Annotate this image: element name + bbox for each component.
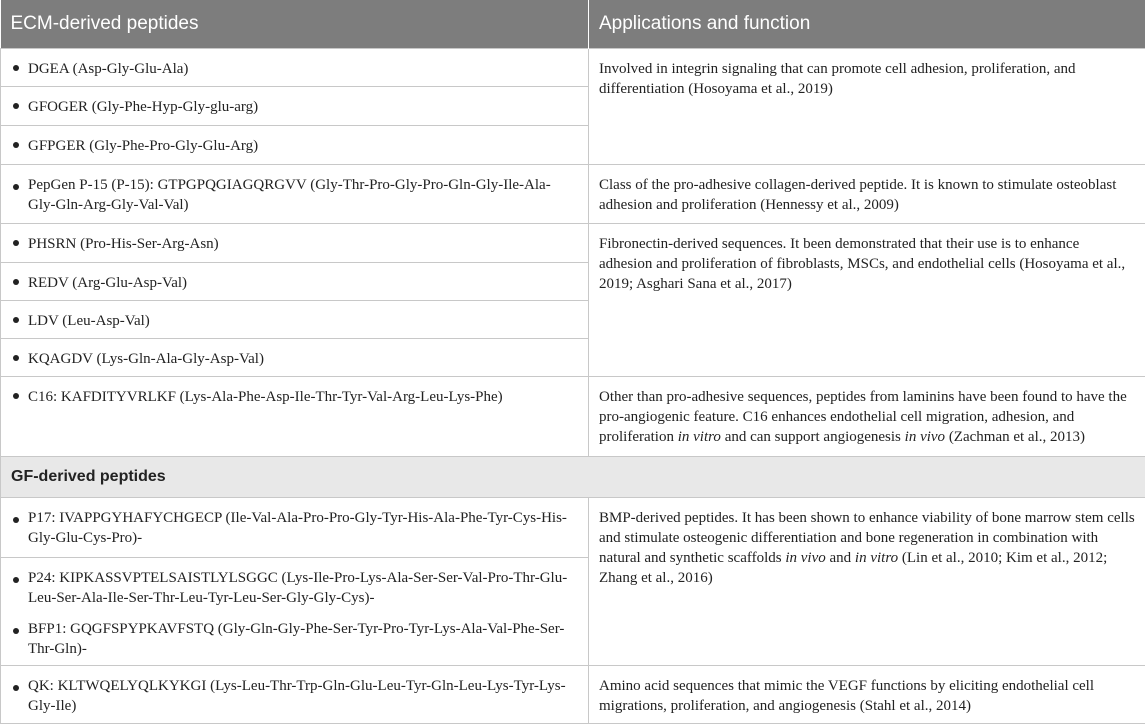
peptide-cell	[1, 339, 589, 377]
header-ecm-peptides: ECM-derived peptides	[1, 0, 589, 49]
application-text: (Lin et al., 2010; Kim et al., 2012; Zhang et al., 2016)	[599, 550, 1108, 586]
application-text: Involved in integrin signaling that can promote cell adhesion, proliferation, and differentiation (Hosoyama et al., 2019)	[599, 61, 1076, 97]
peptide-cell	[1, 126, 589, 165]
table-row	[1, 165, 1145, 224]
bullet-icon	[13, 142, 19, 148]
application-cell	[589, 666, 1145, 724]
peptide-cell	[1, 87, 589, 126]
peptide-name: GFPGER (Gly-Phe-Pro-Gly-Glu-Arg)	[28, 138, 259, 154]
peptide-name: DGEA (Asp-Gly-Glu-Ala)	[28, 61, 189, 77]
application-text: (Zachman et al., 2013)	[945, 429, 1086, 445]
bullet-icon	[13, 240, 19, 246]
bullet-icon	[13, 517, 19, 523]
section-header-row	[1, 457, 1145, 498]
peptide-cell	[1, 558, 589, 666]
peptide-cell	[1, 666, 589, 724]
application-cell	[589, 377, 1145, 457]
application-cell	[589, 224, 1145, 377]
peptide-cell	[1, 49, 589, 87]
application-text: Amino acid sequences that mimic the VEGF functions by eliciting endothelial cell migrations, proliferation, and angiogenesis (Stahl et al., 2014)	[599, 678, 1095, 714]
bullet-icon	[13, 279, 19, 285]
bullet-icon	[13, 317, 19, 323]
peptide-name: P24: KIPKASSVPTELSAISTLYLSGGC (Lys-Ile-Pro-Lys-Ala-Ser-Ser-Val-Pro-Thr-Glu-Leu-Ser-Ala-Ile-Ser-Thr-Leu-Tyr-Leu-Ser-Gly-Gly-Cys)-	[28, 570, 568, 606]
table-row	[1, 377, 1145, 457]
peptide-cell	[1, 263, 589, 301]
bullet-icon	[13, 393, 19, 399]
bullet-icon	[13, 184, 19, 190]
peptide-name: PepGen P-15 (P-15): GTPGPQGIAGQRGVV (Gly-Thr-Pro-Gly-Pro-Gln-Gly-Ile-Ala-Gly-Gln-Arg-Gly-Val-Val)	[28, 177, 551, 213]
application-text: Fibronectin-derived sequences. It been demonstrated that their use is to enhance adhesion and proliferation of fibroblasts, MSCs, and endothelial cells (Hosoyama et al., 2019; Asghari Sana et al., 2017)	[599, 236, 1126, 292]
table-row	[1, 49, 1145, 87]
peptide-name: REDV (Arg-Glu-Asp-Val)	[28, 275, 188, 291]
table-row	[1, 666, 1145, 724]
gf-section-header: GF-derived peptides	[1, 457, 1145, 498]
bullet-icon	[13, 103, 19, 109]
peptide-name: BFP1: GQGFSPYPKAVFSTQ (Gly-Gln-Gly-Phe-Ser-Tyr-Pro-Tyr-Lys-Ala-Val-Phe-Ser-Thr-Gln)-	[28, 621, 565, 657]
table-row	[1, 498, 1145, 558]
application-text: and	[825, 550, 855, 566]
application-cell	[589, 165, 1145, 224]
peptide-name: C16: KAFDITYVRLKF (Lys-Ala-Phe-Asp-Ile-Thr-Tyr-Val-Arg-Leu-Lys-Phe)	[28, 389, 503, 405]
bullet-icon	[13, 685, 19, 691]
bullet-icon	[13, 65, 19, 71]
application-text: Class of the pro-adhesive collagen-derived peptide. It is known to stimulate osteoblast adhesion and proliferation (Hennessy et al., 2009)	[599, 177, 1117, 213]
peptide-name: GFOGER (Gly-Phe-Hyp-Gly-glu-arg)	[28, 99, 259, 115]
application-text: BMP-derived peptides. It has been shown to enhance viability of bone marrow stem cells and stimulate osteogenic differentiation and bone regeneration in combination with natural and synthetic scaffolds	[599, 510, 1135, 566]
peptide-cell	[1, 498, 589, 558]
application-italic-text: in vivo	[904, 429, 946, 445]
peptide-name: PHSRN (Pro-His-Ser-Arg-Asn)	[28, 236, 219, 252]
peptide-name: P17: IVAPPGYHAFYCHGECP (Ile-Val-Ala-Pro-Pro-Gly-Tyr-His-Ala-Phe-Tyr-Cys-His-Gly-Glu-Cys-Pro)-	[28, 510, 567, 546]
peptide-name: QK: KLTWQELYQLKYKGI (Lys-Leu-Thr-Trp-Gln-Glu-Leu-Tyr-Gln-Leu-Lys-Tyr-Lys-Gly-Ile)	[28, 678, 566, 714]
bullet-icon	[13, 628, 19, 634]
bullet-icon	[13, 355, 19, 361]
peptide-name: KQAGDV (Lys-Gln-Ala-Gly-Asp-Val)	[28, 351, 264, 367]
application-text: Other than pro-adhesive sequences, peptides from laminins have been found to have the pro-angiogenic feature. C16 enhances endothelial cell migration, adhesion, and proliferation	[599, 389, 1127, 445]
application-text: and can support angiogenesis	[720, 429, 905, 445]
peptide-cell	[1, 224, 589, 263]
application-italic-text: in vitro	[854, 550, 899, 566]
peptide-cell	[1, 377, 589, 457]
application-italic-text: in vitro	[677, 429, 721, 445]
peptide-cell	[1, 301, 589, 339]
table-header-row	[1, 0, 1145, 49]
application-cell	[589, 49, 1145, 165]
table-row	[1, 224, 1145, 263]
application-italic-text: in vivo	[785, 550, 826, 566]
bullet-icon	[13, 577, 19, 583]
peptide-cell	[1, 165, 589, 224]
application-cell	[589, 498, 1145, 666]
header-applications: Applications and function	[589, 0, 1145, 49]
peptide-name: LDV (Leu-Asp-Val)	[28, 313, 150, 329]
